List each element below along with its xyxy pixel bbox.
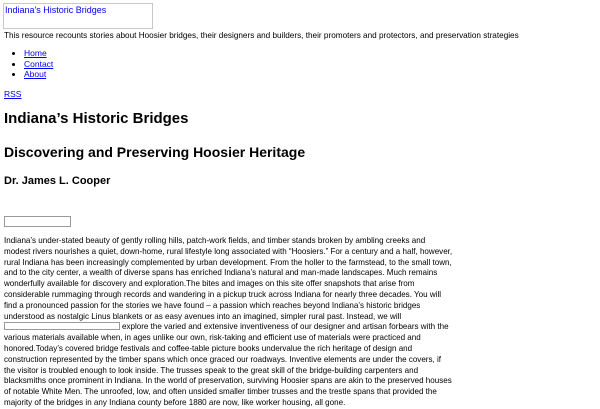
article-line: rural Indiana has been increasingly complemented by urban development. From the holler to the farmstead, to the small town, [4,257,452,267]
article-line: considerable rummaging through records and wandering in a pickup truck across Indiana for nearly three decades. You will [4,289,442,299]
article-line: of notable White Men. The unroofed, low, and often unsided smaller timber trusses and the trestle spans that provided the [4,387,437,397]
article-line: blacksmiths once prominent in Indiana. In the world of preservation, surviving Hoosier spans are akin to the preserved houses [4,376,452,386]
site-logo-placeholder[interactable] [3,3,153,29]
article-line: understood as nostalgic Linus blankets or as easy avenues into an imagined, simpler rural past. Instead, we will [4,311,402,321]
inline-image-placeholder [4,322,120,330]
article-line-with-image [4,322,600,333]
page-title: Indiana’s Historic Bridges [4,110,189,127]
author-name: Dr. James L. Cooper [4,175,111,187]
nav-link-contact[interactable]: Contact [24,58,54,69]
page-subtitle: Discovering and Preserving Hoosier Heritage [4,144,306,160]
nav-link-home[interactable]: Home [24,48,47,58]
article-line: and to the city center, a wealth of diverse spans has enriched Indiana’s natural and man-made landscapes. Much remains [4,268,438,278]
article-line: Indiana’s under-stated beauty of gently rolling hills, patch-work fields, and timber stands broken by ambling creeks and [4,236,426,245]
nav-item-about [24,69,53,80]
article-line-text: explore the varied and extensive inventiveness of our designer and artisan forbears with the [122,322,449,332]
site-title-link[interactable]: Indiana's Historic Bridges [5,5,107,15]
article-line: find a pronounced passion for the stories we have found – a passion which reaches beyond Indiana’s historic bridges [4,300,421,310]
image-placeholder [4,216,71,227]
article-line: the visitor is troubled enough to look inside. The trusses speak to the great skill of the bridge-building carpenters and [4,365,419,375]
site-tagline: This resource recounts stories about Hoosier bridges, their designers and builders, their promoters and protectors, and preservation strategies [4,31,519,40]
nav-item-home [24,48,53,59]
article-line: majority of the bridges in any Indiana county before 1880 are now, like worker housing, all gone. [4,397,346,407]
article-line: various materials available when, in ages unlike our own, risk-taking and efficient use of materials were practiced and [4,333,421,343]
rss-container [4,89,21,99]
main-nav [0,48,53,80]
rss-link[interactable]: RSS [4,89,22,99]
nav-item-contact [24,59,53,70]
article-line: modest rivers nourishes a quiet, down-home, rural lifestyle long associated with “Hoosiers.” For a century and a half, however, [4,246,453,256]
article-line: honored.Today’s covered bridge festivals and coffee-table picture books undervalue the rich heritage of design and [4,343,413,353]
intro-article [4,236,600,407]
nav-link-about[interactable]: About [24,69,47,79]
article-line: wonderfully available for discovery and exploration.The bites and images on this site offer snapshots that arise from [4,279,415,289]
article-line: construction represented by the timber spans which once graced our roadways. Inventive elements are under the covers, if [4,354,441,364]
